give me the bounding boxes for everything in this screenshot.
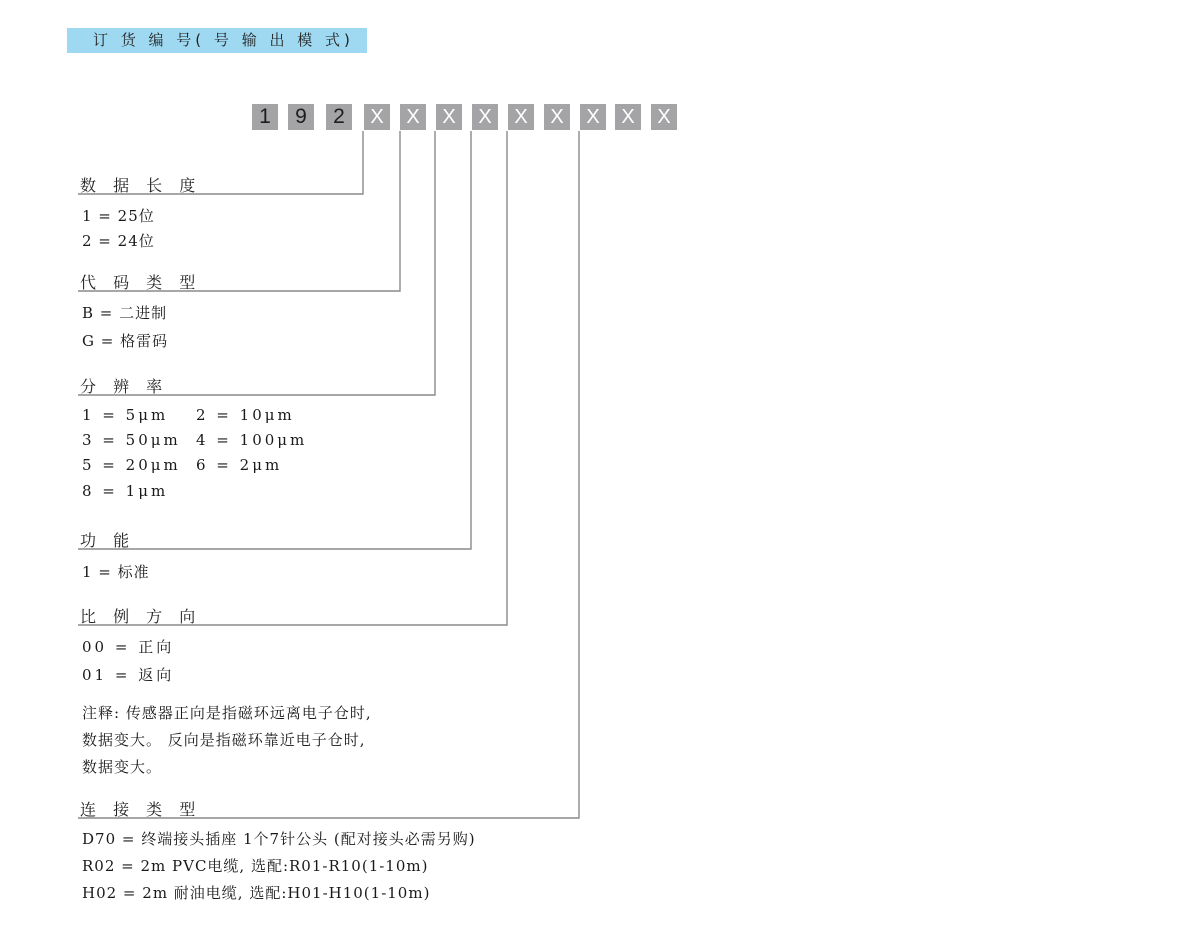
- option-item: 1 = 5μm: [82, 406, 169, 424]
- option-item: 6 = 2μm: [196, 456, 283, 474]
- section-heading-data-length: 数 据 长 度: [80, 176, 202, 195]
- option-item: 8 = 1μm: [82, 482, 169, 500]
- option-item: B = 二进制: [82, 304, 168, 322]
- option-item: 3 = 50μm: [82, 431, 181, 449]
- code-digit: 9: [288, 104, 314, 130]
- connector-resolution: [78, 131, 435, 395]
- code-placeholder: X: [472, 104, 498, 130]
- code-placeholder: X: [436, 104, 462, 130]
- code-placeholder: X: [508, 104, 534, 130]
- code-placeholder: X: [615, 104, 641, 130]
- option-item: 2 = 24位: [82, 232, 155, 250]
- page-title: 订 货 编 号( 号 输 出 模 式): [67, 28, 367, 53]
- option-item: 1 = 25位: [82, 207, 155, 225]
- code-placeholder: X: [580, 104, 606, 130]
- section-heading-connection-type: 连 接 类 型: [80, 800, 202, 819]
- option-item: 2 = 10μm: [196, 406, 295, 424]
- code-placeholder: X: [544, 104, 570, 130]
- option-item: 4 = 100μm: [196, 431, 308, 449]
- code-placeholder: X: [364, 104, 390, 130]
- code-placeholder: X: [400, 104, 426, 130]
- note-line: 注释: 传感器正向是指磁环远离电子仓时,: [82, 704, 372, 722]
- code-placeholder: X: [651, 104, 677, 130]
- section-heading-function: 功 能: [80, 531, 136, 550]
- code-digit: 1: [252, 104, 278, 130]
- code-digit: 2: [326, 104, 352, 130]
- section-heading-code-type: 代 码 类 型: [80, 273, 202, 292]
- option-item: 00 = 正向: [82, 638, 175, 656]
- option-item: R02 = 2m PVC电缆, 选配:R01-R10(1-10m): [82, 857, 429, 875]
- section-heading-resolution: 分 辨 率: [80, 377, 169, 396]
- note-line: 数据变大。: [82, 758, 163, 776]
- note-line: 数据变大。 反向是指磁环靠近电子仓时,: [82, 731, 366, 749]
- section-heading-scale-direction: 比 例 方 向: [80, 607, 202, 626]
- option-item: G = 格雷码: [82, 332, 169, 350]
- option-item: H02 = 2m 耐油电缆, 选配:H01-H10(1-10m): [82, 884, 431, 902]
- option-item: 01 = 返向: [82, 666, 175, 684]
- option-item: 5 = 20μm: [82, 456, 181, 474]
- option-item: D70 = 终端接头插座 1个7针公头 (配对接头必需另购): [82, 830, 476, 848]
- option-item: 1 = 标准: [82, 563, 150, 581]
